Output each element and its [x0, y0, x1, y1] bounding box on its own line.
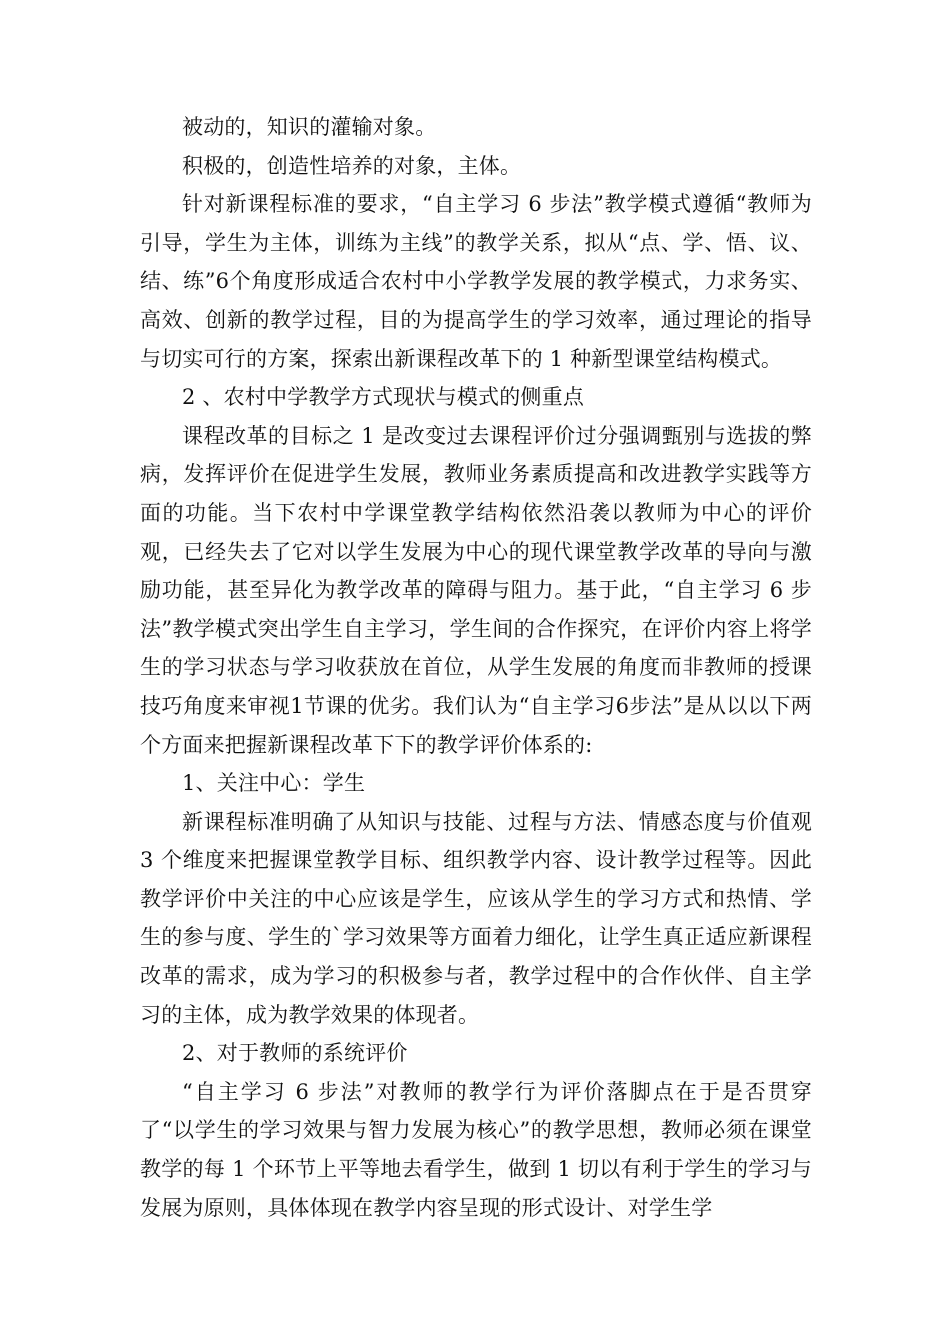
paragraph-active-subject: 积极的，创造性培养的对象，主体。	[182, 153, 522, 178]
section-heading-2: 2 、农村中学教学方式现状与模式的侧重点	[182, 385, 585, 410]
paragraph-passive-object: 被动的，知识的灌输对象。	[182, 115, 437, 139]
paragraph-evaluation-reform: 课程改革的目标之 1 是改变过去课程评价过分强调甄别与选拔的弊病，发挥评价在促进学生发展，教师业务素质提高和改进教学实践等方面的功能。当下农村中学课堂教学结构依然沿袭以教师为中心的评价观，已经失去了它对以学生发展为中心的现代课堂教学改革的导向与激励功能，甚至异化为教学改革的障碍与阻力。基于此，“自主学习 6 步法”教学模式突出学生自主学习，学生间的合作探究，在评价内容上将学生的学习状态与学习收获放在首位，从学生发展的角度而非教师的授课技巧角度来审视1节课的优劣。我们认为“自主学习6步法”是从以以下两个方面来把握新课程改革下下的教学评价体系的:	[140, 423, 812, 757]
paragraph-standards-dimensions: 新课程标准明确了从知识与技能、过程与方法、情感态度与价值观 3 个维度来把握课堂教学目标、组织教学内容、设计教学过程等。因此教学评价中关注的中心应该是学生，应该从学生的学习方式和热情、学生的参与度、学生的`学习效果等方面着力细化，让学生真正适应新课程改革的需求，成为学习的积极参与者，教学过程中的合作伙伴、自主学习的主体，成为教学效果的体现者。	[140, 809, 812, 1027]
subheading-teacher-evaluation: 2、对于教师的系统评价	[182, 1041, 408, 1066]
subheading-focus-student: 1、关注中心：学生	[182, 771, 366, 796]
paragraph-teacher-behavior: “自主学习 6 步法”对教师的教学行为评价落脚点在于是否贯穿了“以学生的学习效果与智力发展为核心”的教学思想，教师必须在课堂教学的每 1 个环节上平等地去看学生，做到 1 切以有利于学生的学习与发展为原则，具体体现在教学内容呈现的形式设计、对学生学	[140, 1079, 812, 1220]
paragraph-six-step-model: 针对新课程标准的要求，“自主学习 6 步法”教学模式遵循“教师为引导，学生为主体，训练为主线”的教学关系，拟从“点、学、悟、议、结、练”6个角度形成适合农村中小学教学发展的教学模式，力求务实、高效、创新的教学过程，目的为提高学生的学习效率，通过理论的指导与切实可行的方案，探索出新课程改革下的 1 种新型课堂结构模式。	[140, 192, 812, 371]
document-body	[140, 108, 812, 1227]
